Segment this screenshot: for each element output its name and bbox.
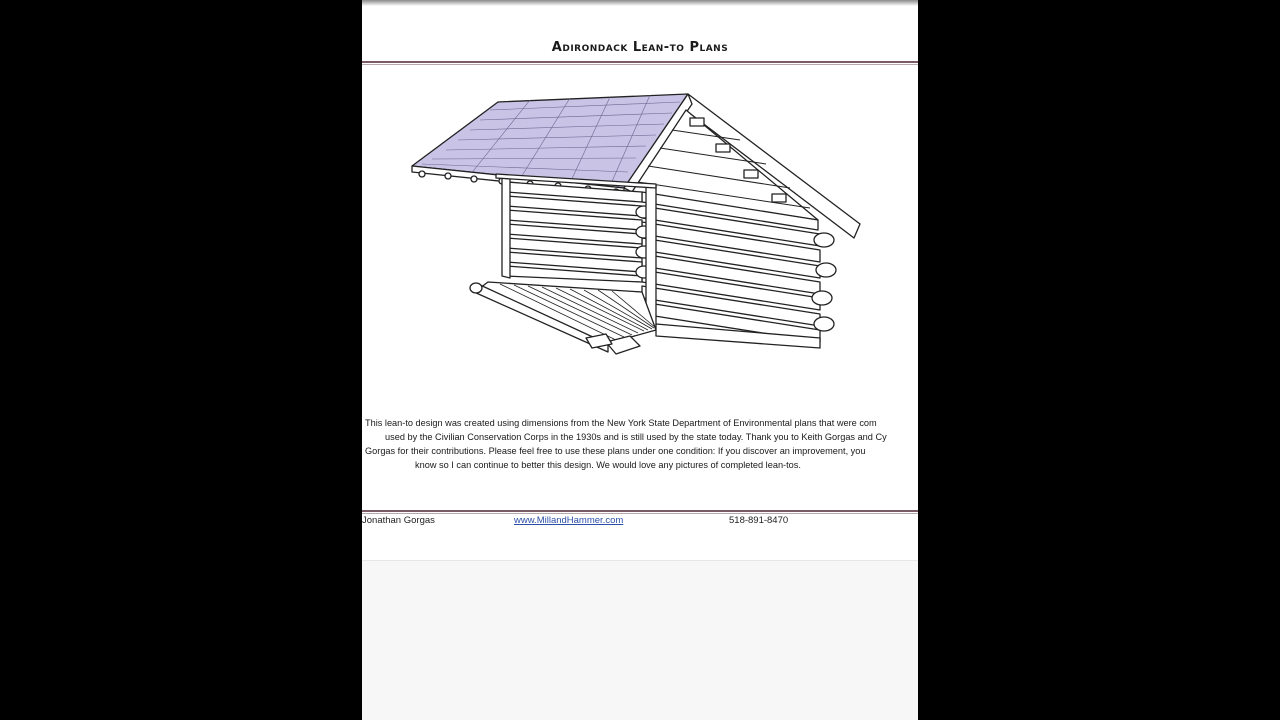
description-line: know so I can continue to better this design. We would love any pictures of completed lean-tos. [415, 460, 801, 470]
description-text [365, 416, 918, 472]
document-title: Adirondack Lean-to Plans [551, 40, 729, 55]
document-page [362, 0, 918, 720]
lean-to-drawing [410, 88, 864, 378]
footer-rule [362, 510, 918, 512]
scan-edge-shadow [362, 0, 918, 6]
description-line: Gorgas for their contributions. Please feel free to use these plans under one condition: If you discover an improvement, you [365, 446, 866, 456]
description-line: used by the Civilian Conservation Corps in the 1930s and is still used by the state today. Thank you to Keith Gorgas and Cy [385, 432, 887, 442]
phone-number: 518-891-8470 [729, 515, 789, 526]
header-rule [362, 61, 918, 63]
blank-lower-sheet [362, 560, 918, 720]
header-rule-thin [362, 64, 918, 65]
description-line: This lean-to design was created using dimensions from the New York State Department of Environmental plans that were com [365, 418, 877, 428]
footer-rule-thin [362, 513, 918, 514]
author-name: Jonathan Gorgas [362, 515, 435, 526]
website-link[interactable]: www.MillandHammer.com [514, 515, 624, 526]
front-left-post [502, 178, 510, 278]
